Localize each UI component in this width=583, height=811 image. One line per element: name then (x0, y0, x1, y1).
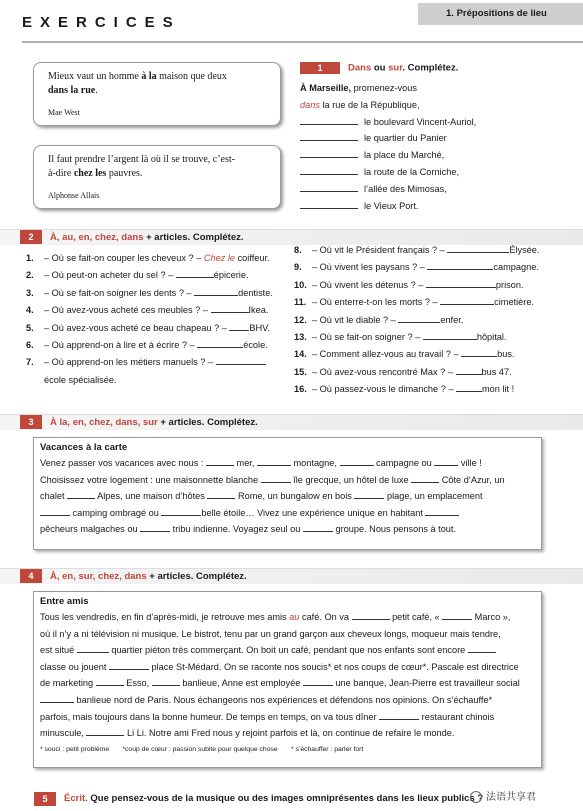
exercise-4-heading-bar (0, 568, 583, 584)
question-end: coiffeur. (235, 253, 270, 263)
quote-bold: chez les (73, 168, 107, 179)
heading-keyword: À la, en, chez, dans, sur (50, 417, 158, 428)
list-item (294, 364, 574, 381)
item-number: 13. (294, 332, 307, 343)
text: tribu indienne. Voyagez seul ou (170, 524, 303, 535)
item-number: 6. (26, 340, 34, 351)
question-end: mon lit ! (482, 384, 515, 395)
list-item (294, 242, 574, 259)
question: – Où se fait-on couper les cheveux ? – (44, 253, 204, 263)
exercise-3-heading-bar (0, 414, 583, 430)
answer-blank[interactable] (300, 149, 358, 158)
answer-blank[interactable] (379, 711, 419, 720)
answer-blank[interactable] (352, 611, 390, 620)
footnote: * s’échauffer : parler fort (290, 745, 364, 753)
answer-blank[interactable] (354, 490, 384, 499)
exercise-1-heading (300, 62, 570, 74)
ex1-intro: promenez-vous (351, 83, 417, 93)
question-end: Ikea. (248, 305, 269, 316)
answer-blank[interactable] (398, 314, 440, 323)
exercise-number-badge: 1 (300, 62, 340, 74)
box-title: Vacances à la carte (40, 442, 128, 453)
answer-blank[interactable] (211, 304, 249, 313)
question: – Où avez-vous acheté ce beau chapeau ? – (44, 322, 230, 333)
answer-blank[interactable] (96, 677, 124, 686)
question: – Où enterre-t-on les morts ? – (312, 297, 441, 308)
answer-blank[interactable] (468, 644, 496, 653)
heading-text: ou (371, 62, 389, 74)
text: pêcheurs malgaches ou (40, 524, 141, 535)
heading-text: Que pensez-vous de la musique ou des images omniprésentes dans les lieux publics ? (87, 793, 484, 804)
exercise-number-badge: 4 (20, 569, 42, 583)
question-end: Élysée. (509, 245, 540, 255)
answer-blank[interactable] (67, 490, 95, 499)
text: Alpes, une maison d’hôtes (95, 491, 208, 502)
heading-keyword: À, au, en, chez, dans (50, 232, 144, 243)
text: mer, (233, 458, 257, 468)
answer-blank[interactable] (461, 348, 497, 357)
text: où il n’y a ni télévision ni musique. Le bistrot, tenu par un grand garçon aux cheveux longs, moqueur mais tendre, (40, 628, 501, 639)
footnote: *coup de cœur : passion subite pour quelque chose (122, 745, 278, 753)
ex1-item: le quartier du Panier (364, 133, 447, 144)
list-item (294, 346, 574, 363)
ex1-item: la route de la Corniche, (364, 166, 459, 177)
answer-blank[interactable] (77, 644, 109, 653)
answer-blank[interactable] (340, 457, 374, 466)
ex1-item: le Vieux Port. (364, 200, 419, 211)
quote-text: Il faut prendre l’argent là où il se trouve, c’est- (48, 154, 235, 165)
question-end: cimetière. (494, 297, 534, 308)
question-end: bus 47. (481, 366, 512, 377)
list-item (294, 277, 574, 294)
answer-blank[interactable] (456, 383, 482, 392)
answer-blank[interactable] (300, 166, 358, 175)
quote-text: pauvres. (106, 168, 143, 179)
answer-blank[interactable] (86, 727, 124, 736)
ex1-item: l’allée des Mimosas, (364, 183, 447, 194)
heading-text: . Complétez. (402, 62, 459, 74)
answer-blank[interactable] (300, 183, 358, 192)
footnotes (40, 746, 535, 753)
item-number: 15. (294, 366, 307, 377)
item-number: 12. (294, 314, 307, 325)
list-item (294, 381, 574, 398)
question-end: école. (243, 340, 268, 351)
exercise-5-heading (64, 793, 483, 804)
question: – Où apprend-on à lire et à écrire ? – (44, 340, 198, 351)
item-number: 11. (294, 297, 307, 308)
ex1-example: la rue de la République, (319, 99, 420, 110)
text: banlieue, Anne est employée (179, 678, 303, 689)
list-item (26, 285, 291, 302)
text: restaurant chinois (419, 711, 495, 722)
question: – Où avez-vous acheté ces meubles ? – (44, 305, 211, 316)
question-end: dentiste. (238, 287, 273, 298)
answer-blank[interactable] (427, 261, 493, 270)
answer-blank[interactable] (300, 200, 358, 209)
question: – Où vit le diable ? – (312, 314, 399, 325)
header-divider (22, 41, 583, 43)
text: quartier piéton très commerçant. On boit un café, pendant que nos enfants sont encore (108, 645, 468, 656)
text: classe ou jouent (40, 661, 109, 672)
question-end: enfer. (440, 314, 464, 325)
chapter-number: 1. (446, 8, 454, 19)
answer-blank[interactable] (425, 507, 459, 516)
list-item (294, 294, 574, 311)
text: est situé (40, 645, 77, 656)
list-item (26, 320, 291, 337)
question-end: prison. (495, 279, 524, 290)
list-item (26, 354, 291, 371)
answer-blank[interactable] (300, 116, 358, 125)
quote-text: à-dire (48, 168, 74, 179)
quote-author: Mae West (48, 108, 80, 117)
item-number: 7. (26, 357, 34, 368)
item-number: 9. (294, 262, 302, 273)
heading-text: + articles. Complétez. (143, 232, 244, 243)
answer-blank[interactable] (40, 694, 74, 703)
answer-blank[interactable] (109, 661, 149, 670)
example-answer: Chez le (203, 253, 236, 263)
ex1-example-answer: dans (300, 99, 320, 110)
text: Li Li. Notre ami Fred nous y rejoint parfois et là, on continue de refaire le monde. (124, 728, 455, 739)
item-number: 14. (294, 349, 307, 360)
heading-text: + articles. Complétez. (157, 417, 258, 428)
answer-blank[interactable] (411, 474, 439, 483)
text: Côte d’Azur, un (439, 474, 505, 485)
text: petit café, « (389, 612, 443, 622)
item-number: 8. (294, 245, 302, 255)
list-item (294, 329, 574, 346)
quote-text: Mieux vaut un homme (48, 71, 142, 82)
heading-keyword: Dans (348, 62, 372, 74)
exercise-3-text-box (33, 437, 542, 550)
answer-blank[interactable] (303, 523, 333, 532)
text: Venez passer vos vacances avec nous : (40, 458, 206, 468)
exercise-1 (300, 62, 570, 214)
page-section-title: EXERCICES (22, 14, 181, 31)
quote-bold: dans la rue (48, 85, 96, 96)
text: groupe. Nous pensons à tout. (332, 524, 457, 535)
exercise-2-left-column (26, 250, 291, 389)
answer-blank[interactable] (206, 457, 234, 466)
text: île grecque, un hôtel de luxe (290, 474, 412, 485)
answer-blank[interactable] (194, 287, 238, 296)
question: – Où vivent les détenus ? – (312, 279, 426, 290)
text: Rome, un bungalow en bois (235, 491, 355, 502)
text: chalet (40, 491, 68, 502)
quote-author: Alphonse Allais (48, 191, 100, 200)
answer-blank[interactable] (261, 474, 291, 483)
answer-blank[interactable] (197, 339, 243, 348)
text: minuscule, (40, 728, 87, 739)
answer-blank[interactable] (442, 611, 472, 620)
watermark-logo (470, 788, 536, 803)
item-number: 4. (26, 305, 34, 316)
question: – Comment allez-vous au travail ? – (312, 349, 462, 360)
answer-blank[interactable] (456, 366, 482, 375)
exercise-number-badge: 3 (20, 415, 42, 429)
question: – Où apprend-on les métiers manuels ? – (44, 357, 216, 368)
answer-blank[interactable] (40, 507, 70, 516)
list-item-continuation: école spécialisée. (44, 374, 117, 385)
heading-keyword: sur (388, 62, 403, 74)
quote-text: . (95, 85, 98, 96)
text: banlieue nord de Paris. Nous échangeons nos expériences et défendons nos opinions. On s’échauffe* (74, 694, 493, 705)
text: parfois, mais toujours dans la bonne humeur. De temps en temps, on va tous dîner (40, 711, 380, 722)
text: camping ombragé ou (70, 507, 162, 518)
text: Esso, (123, 678, 152, 689)
text: campagne ou (373, 458, 435, 468)
quote-box-2 (33, 145, 281, 209)
question-end: hôpital. (476, 332, 507, 343)
heading-text: + articles. Complétez. (146, 571, 247, 582)
item-number: 16. (294, 384, 307, 395)
chapter-label (418, 3, 583, 25)
answer-blank[interactable] (300, 132, 358, 141)
answer-blank[interactable] (161, 507, 201, 516)
chapter-title: Prépositions de lieu (456, 8, 547, 19)
exercise-4-text-box (33, 591, 542, 768)
quote-text: maison que deux (156, 71, 227, 82)
text: belle étoile… Vivez une expérience unique en habitant (201, 507, 426, 518)
ex1-intro-bold: À Marseille, (300, 83, 352, 93)
question: – Où passez-vous le dimanche ? – (312, 384, 457, 395)
text: ville ! (458, 458, 482, 468)
ex1-item: le boulevard Vincent-Auriol, (364, 116, 477, 127)
list-item (26, 337, 291, 354)
exercise-number-badge: 5 (34, 792, 56, 806)
answer-blank[interactable] (303, 677, 333, 686)
answer-blank[interactable] (426, 279, 496, 288)
ex1-item: la place du Marché, (364, 150, 445, 161)
question-end: BHV. (249, 322, 271, 333)
answer-blank[interactable] (447, 244, 509, 253)
text: de marketing (40, 678, 96, 689)
footnote: * souci : petit problème (40, 745, 110, 753)
item-number: 3. (26, 287, 34, 298)
list-item (294, 312, 574, 329)
question-end: bus. (497, 349, 515, 360)
wechat-icon (470, 791, 482, 803)
watermark-text: 法语共享君 (486, 792, 536, 803)
item-number: 1. (26, 253, 34, 263)
question: – Où vivent les paysans ? – (312, 262, 428, 273)
example-answer: au (289, 612, 300, 622)
box-title: Entre amis (40, 596, 89, 607)
heading-keyword: À, en, sur, chez, dans (50, 571, 147, 582)
answer-blank[interactable] (207, 490, 235, 499)
heading-keyword: Écrit. (64, 793, 88, 804)
text: Choisissez votre logement : une maisonnette blanche (40, 474, 261, 485)
answer-blank[interactable] (176, 269, 214, 278)
quote-bold: à la (141, 71, 157, 82)
answer-blank[interactable] (440, 296, 494, 305)
question: – Où vit le Président français ? – (312, 245, 448, 255)
question: – Où peut-on acheter du sel ? – (44, 270, 176, 281)
text: une banque, Jean-Pierre est travailleur social (332, 678, 520, 689)
question: – Où se fait-on soigner les dents ? – (44, 287, 195, 298)
text: plage, un emplacement (384, 491, 483, 502)
text: montagne, (290, 458, 340, 468)
text: café. On va (299, 612, 352, 622)
question-end: épicerie. (213, 270, 249, 281)
answer-blank[interactable] (257, 457, 291, 466)
question: – Où se fait-on soigner ? – (312, 332, 423, 343)
list-item (26, 250, 291, 267)
question: – Où avez-vous rencontré Max ? – (312, 366, 456, 377)
list-item (294, 259, 574, 276)
list-item (26, 267, 291, 284)
question-end: campagne. (493, 262, 539, 273)
quote-box-1 (33, 62, 281, 126)
text: Marco », (472, 612, 511, 622)
list-item (26, 302, 291, 319)
item-number: 10. (294, 279, 307, 290)
answer-blank[interactable] (216, 356, 266, 365)
exercise-2-right-column (294, 242, 574, 399)
item-number: 2. (26, 270, 34, 281)
answer-blank[interactable] (423, 331, 477, 340)
answer-blank[interactable] (140, 523, 170, 532)
answer-blank[interactable] (434, 457, 458, 466)
exercise-number-badge: 2 (20, 230, 42, 244)
text: Tous les vendredis, en fin d’après-midi, je retrouve mes amis (40, 612, 290, 622)
answer-blank[interactable] (152, 677, 180, 686)
answer-blank[interactable] (229, 322, 249, 331)
text: place St-Médard. On se raconte nos soucis* et nos coups de cœur*. Pascale est directrice (148, 661, 519, 672)
item-number: 5. (26, 322, 34, 333)
